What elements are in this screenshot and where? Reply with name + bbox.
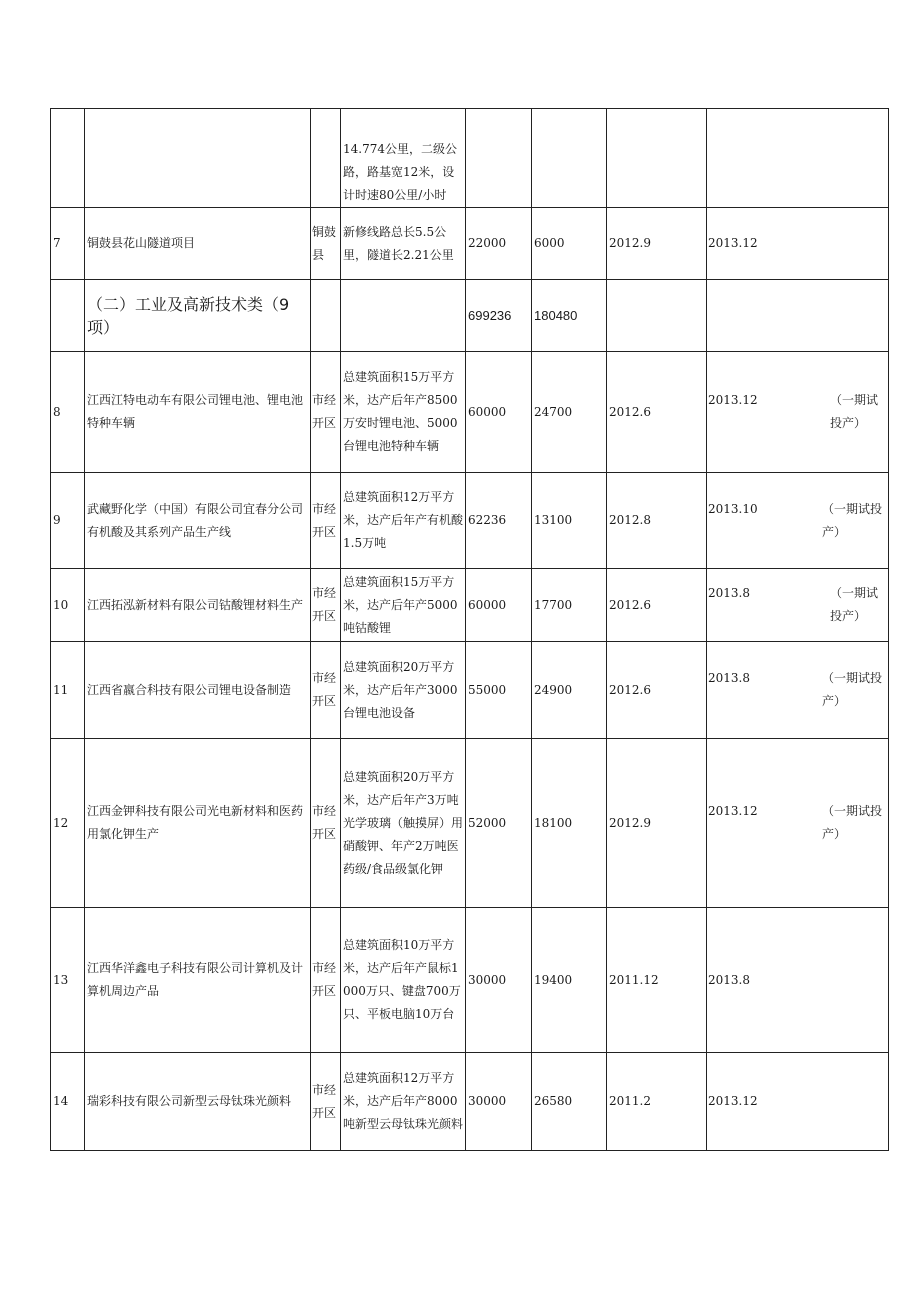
cell-location: 市经开区	[311, 473, 341, 569]
table-row	[51, 739, 889, 908]
section-header-row	[51, 280, 889, 352]
cell-start: 2011.12	[607, 908, 707, 1053]
cell-location: 市经开区	[311, 1053, 341, 1151]
cell-start	[607, 280, 707, 352]
cell-year: 13100	[532, 473, 607, 569]
cell-name: 江西省嬴合科技有限公司锂电设备制造	[85, 642, 311, 739]
end-date: 2013.10	[708, 501, 758, 516]
cell-total: 22000	[466, 208, 532, 280]
cell-name: 瑞彩科技有限公司新型云母钛珠光颜料	[85, 1053, 311, 1151]
cell-content: 总建筑面积15万平方米，达产后年产5000吨钴酸锂	[341, 569, 466, 642]
cell-year: 6000	[532, 208, 607, 280]
table-row	[51, 908, 889, 1053]
cell-location: 铜鼓县	[311, 208, 341, 280]
end-note: （一期试投产）	[822, 804, 883, 841]
cell-year: 18100	[532, 739, 607, 908]
end-note: （一期试投产）	[822, 501, 883, 539]
project-table	[50, 108, 889, 1151]
cell-location	[311, 280, 341, 352]
cell-start: 2012.9	[607, 208, 707, 280]
cell-year: 26580	[532, 1053, 607, 1151]
cell-content: 新修线路总长5.5公里，隧道长2.21公里	[341, 208, 466, 280]
cell-year: 24700	[532, 352, 607, 473]
cell-content: 14.774公里，二级公路，路基宽12米，设计时速80公里/小时	[341, 109, 466, 208]
end-date: 2013.8	[708, 586, 750, 600]
end-note: （一期试投产）	[822, 671, 883, 708]
cell-start: 2012.6	[607, 352, 707, 473]
cell-no: 11	[51, 642, 85, 739]
cell-end: 2013.12	[707, 1053, 889, 1151]
end-date: 2013.8	[708, 671, 750, 685]
cell-content: 总建筑面积20万平方米，达产后年产3000台锂电池设备	[341, 642, 466, 739]
cell-content: 总建筑面积20万平方米，达产后年产3万吨光学玻璃（触摸屏）用硝酸钾、年产2万吨医药级/食品级氯化钾	[341, 739, 466, 908]
cell-name: 江西金钾科技有限公司光电新材料和医药用氯化钾生产	[85, 739, 311, 908]
cell-start: 2012.8	[607, 473, 707, 569]
cell-year	[532, 109, 607, 208]
cell-content: 总建筑面积12万平方米，达产后年产8000吨新型云母钛珠光颜料	[341, 1053, 466, 1151]
cell-no: 7	[51, 208, 85, 280]
end-note: （一期试投产）	[830, 586, 879, 623]
cell-name: 江西拓泓新材料有限公司钴酸锂材料生产	[85, 569, 311, 642]
cell-end	[707, 280, 889, 352]
cell-total: 30000	[466, 908, 532, 1053]
cell-content: 总建筑面积12万平方米，达产后年产有机酸1.5万吨	[341, 473, 466, 569]
cell-total: 55000	[466, 642, 532, 739]
cell-end	[707, 352, 889, 473]
cell-name: 江西华洋鑫电子科技有限公司计算机及计算机周边产品	[85, 908, 311, 1053]
cell-total: 30000	[466, 1053, 532, 1151]
cell-location	[311, 109, 341, 208]
cell-content: 总建筑面积10万平方米，达产后年产鼠标1000万只、键盘700万只、平板电脑10万台	[341, 908, 466, 1053]
cell-end	[707, 642, 889, 739]
table-row-continuation	[51, 109, 889, 208]
cell-name	[85, 109, 311, 208]
cell-no: 10	[51, 569, 85, 642]
cell-end	[707, 569, 889, 642]
section-total: 699236	[466, 280, 532, 352]
cell-no	[51, 109, 85, 208]
cell-year: 17700	[532, 569, 607, 642]
cell-start: 2012.9	[607, 739, 707, 908]
cell-no: 12	[51, 739, 85, 908]
cell-location: 市经开区	[311, 569, 341, 642]
cell-location: 市经开区	[311, 739, 341, 908]
cell-end: 2013.8	[707, 908, 889, 1053]
cell-end: 2013.12	[707, 208, 889, 280]
cell-no: 14	[51, 1053, 85, 1151]
cell-name: 武藏野化学（中国）有限公司宜春分公司有机酸及其系列产品生产线	[85, 473, 311, 569]
cell-location: 市经开区	[311, 352, 341, 473]
cell-no	[51, 280, 85, 352]
end-note: （一期试投产）	[830, 393, 879, 430]
cell-year: 19400	[532, 908, 607, 1053]
cell-no: 13	[51, 908, 85, 1053]
section-title: （二）工业及高新技术类（9项）	[85, 280, 311, 352]
cell-location: 市经开区	[311, 642, 341, 739]
cell-content: 总建筑面积15万平方米，达产后年产8500万安时锂电池、5000台锂电池特种车辆	[341, 352, 466, 473]
cell-end	[707, 473, 889, 569]
cell-start: 2012.6	[607, 569, 707, 642]
cell-total	[466, 109, 532, 208]
table-row	[51, 1053, 889, 1151]
cell-start: 2011.2	[607, 1053, 707, 1151]
table-row	[51, 569, 889, 642]
cell-total: 60000	[466, 569, 532, 642]
cell-content	[341, 280, 466, 352]
cell-no: 9	[51, 473, 85, 569]
cell-total: 60000	[466, 352, 532, 473]
table-row	[51, 208, 889, 280]
cell-start: 2012.6	[607, 642, 707, 739]
cell-total: 62236	[466, 473, 532, 569]
cell-year: 24900	[532, 642, 607, 739]
end-date: 2013.12	[708, 393, 758, 407]
cell-start	[607, 109, 707, 208]
end-date: 2013.12	[708, 804, 758, 818]
cell-total: 52000	[466, 739, 532, 908]
table-row	[51, 352, 889, 473]
cell-end	[707, 109, 889, 208]
cell-location: 市经开区	[311, 908, 341, 1053]
section-year: 180480	[532, 280, 607, 352]
table-row	[51, 642, 889, 739]
cell-end	[707, 739, 889, 908]
cell-name: 江西江特电动车有限公司锂电池、锂电池特种车辆	[85, 352, 311, 473]
table-row	[51, 473, 889, 569]
cell-name: 铜鼓县花山隧道项目	[85, 208, 311, 280]
cell-no: 8	[51, 352, 85, 473]
